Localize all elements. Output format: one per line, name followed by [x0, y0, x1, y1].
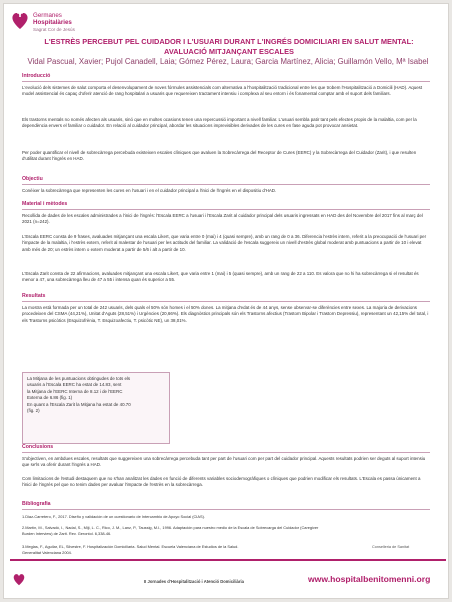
callout-line: En quant a l'Escala Zarit la Mitjana ha estat de 40.70 [27, 401, 131, 407]
logo-line-2: Hospitalàries [33, 19, 72, 26]
results-paragraph-1: La mostra està formada per un total de 242 usuaris, dels quals el 50% són homes i el 50% dones. La mitjana d'edat és de 44 anys, sense observar-se diferències entre sexes. La majoria de derivacions procedeixen del CSMA (44,21%), Unitat d'Aguts (28,51%) i Urgències (20,66%). Els diagnòstics principals són els Trastorns afectius (Trastorn Bipolar i Trastorn Depressiu), representant un 42,15% del total, i els Trastorns psicòtics (Esquizofrènia, T. Esquizoafectiu, T. psicòtic NE), un 38,01%. [22, 305, 429, 323]
divider [22, 184, 430, 185]
reference-3a: 3.Meglas, F., Aguilar, EL, Silvestre, F. Hospitalización Domiciliaria. Salud Mental. Escuela Valenciana de Estudios de la Salud. [22, 544, 239, 549]
government-credit: Conselleria de Sanitat [372, 545, 410, 549]
reference-2b: Burden Interview) de Zarit. Rev. Gerontol. 6,338-46. [22, 531, 112, 536]
callout-line: Externa de 6.86 (fig. 1) [27, 395, 73, 401]
divider [22, 81, 430, 82]
authors-line-1: Vidal Pascual, Xavier; Pujol Canadell, Laia; Gómez Pérez, Laura; Garcia Martínez, Alicia; Guillamón Vello, Mª Isabel [27, 57, 429, 66]
intro-paragraph-2: Els trastorns mentals no només afecten als usuaris, sinó que en moltes ocasions tenen una repercussió important a nivell familiar. L'usuari sembla patir tant pels efectes propis de la malaltia, com per la dependència envers el familiar o cuidador. En relació al cuidador principal, abordar les situacions imprevisibles derivades de les cures en fase aguda pot provocar ansietat. [22, 117, 417, 129]
footer-website-link[interactable]: www.hospitalbenitomenni.org [308, 574, 431, 584]
reference-2a: 2.Martín, M., Salvadó, I., Nadal, S., Miji, L. C., Rico, J. M., Lanz, P., Taussig, M.I., 1996. Adaptación para nuestro medio de la Escala de Sobrecarga del Cuidador (Caregiver [22, 525, 319, 530]
authors [10, 57, 446, 67]
methods-paragraph-1: Recollida de dades de les escales administrades a l'inici de l'ingrés: l'Escala EERC a l'usuari i l'Escala Zarit al cuidador principal dels usuaris ingressats en HAD des del Novembre del 2017 fins al març del 2021 (n=242). [22, 213, 423, 225]
callout-line: la Mitjana de l'EERC Interna de 8.12 i de l'EERC [27, 388, 123, 394]
conclusions-heading: Conclusions [22, 444, 54, 450]
methods-paragraph-2: L'Escala EERC consta de 9 frases, avaluades mitjançant una escala Likert, que varia entre 0 (mai) i 4 (quasi sempre), amb un rang de 0 a 36. Diferencia l'estrès intern, referit a la preocupació de l'usuari per l'impacte de la malaltia, i l'estrès extern, referit al malestar de l'usuari per les actituds del familiar. La validació de l'escala suggereix un nivell d'estrès global moderat amb puntuacions a partir de 10 i elevat amb més de 20; un estrès intern o extern moderat a partir de 5/6 i alt a partir de 10. [22, 234, 427, 252]
footer-divider [10, 559, 446, 561]
conclusions-paragraph-2: Com limitacions de l'estudi destaquem que no s'han analitzat les dades en funció de diferents variables sociodemogràfiques o clíniques que podrien modificar els resultats. L'Escala es passa únicament a l'inici de l'ingrés pel que no tenim dades per avaluar l'impacte de l'estrès en la sobrecàrrega. [22, 476, 421, 488]
conclusions-paragraph-1: S'objectiven, en ambdues escales, resultats que suggereixen una sobrecàrrega percebuda tant per part de l'usuari com per part del cuidador principal. Aquests resultats podrien ser deguts al suport intensiu que se'ls va oferir durant l'ingrés a HAD. [22, 456, 426, 468]
methods-paragraph-3: L'Escala Zarit consta de 22 afirmacions, avaluades mitjançant una escala Likert, que varia entre 1 (mai) i 5 (quasi sempre), amb un rang de 22 a 110. Es valora que no hi ha sobrecàrrega si el resultat és menor a 47, una sobrecàrrega lleu de 47 a 55 i intensa quan és superior a 55. [22, 271, 419, 283]
intro-heading: Introducció [22, 73, 51, 79]
divider [22, 509, 430, 510]
results-heading: Resultats [22, 293, 46, 299]
title-line-2: AVALUACIÓ MITJANÇANT ESCALES [164, 46, 294, 56]
objective-paragraph: Conèixer la sobrecàrrega que representen les cures en l'usuari i en el cuidador principal a l'inici de l'ingrés en el dispositiu d'HAD. [22, 188, 277, 193]
reference-3b: Generalitat Valenciana 2004. [22, 550, 72, 555]
reference-1: 1.Diaz-Carretero, F., 2017. Diseño y validación de un cuestionario de Intercambio de Apoyo Social (CIAS). [22, 514, 205, 519]
poster-title [24, 37, 434, 56]
divider [22, 452, 430, 453]
callout-line: usuaris a l'Escala EERC ha estat de 14.83, sent [27, 382, 122, 388]
intro-paragraph-1: L'evolució dels sistemes de salut comporta el desenvolupament de noves fórmules assistencials com alternativa a l'hospitalització tradicional entre les que trobem l'Hospitalització a Domicili (HAD). Aquest model assistencial és capaç d'oferir atenció de rang hospitalari a usuaris que requereixen tractament intensiu i complexa al seu entorn i és fonamental comptar amb el suport dels familiars. [22, 85, 423, 97]
logo-line-1: Germanes [33, 12, 62, 19]
callout-line: (fig. 2) [27, 408, 40, 414]
heart-logo-icon [10, 9, 30, 31]
bibliography-heading: Bibliografia [22, 501, 51, 507]
divider [22, 301, 430, 302]
poster [3, 3, 449, 599]
callout-line: La Mitjana de les puntuacions obtingudes de tots els [27, 376, 131, 381]
footer-event-name: II Jornades d'Hospitalització i Atenció Domiciliària [144, 579, 244, 584]
objective-heading: Objectiu [22, 176, 43, 182]
organization-logo [10, 9, 75, 33]
title-line-1: L'ESTRÈS PERCEBUT PEL CUIDADOR I L'USUARI DURANT L'INGRÉS DOMICILIARI EN SALUT MENTAL: [44, 37, 414, 46]
divider [22, 209, 430, 210]
intro-paragraph-3: Per poder quantificar el nivell de sobrecàrrega percebuda existeixen escales clíniques que avaluen la Sobrecàrrega del Receptor de Cures (EERC) y la Sobrecàrrega del Cuidador (Zarit), i que resulten d'utilitat durant l'ingrés en HAD. [22, 150, 417, 162]
results-callout [22, 372, 170, 444]
methods-heading: Material i mètodes [22, 201, 68, 207]
logo-line-3: Sagrat Cor de Jesús [33, 27, 75, 32]
footer-heart-logo-icon [12, 571, 26, 587]
